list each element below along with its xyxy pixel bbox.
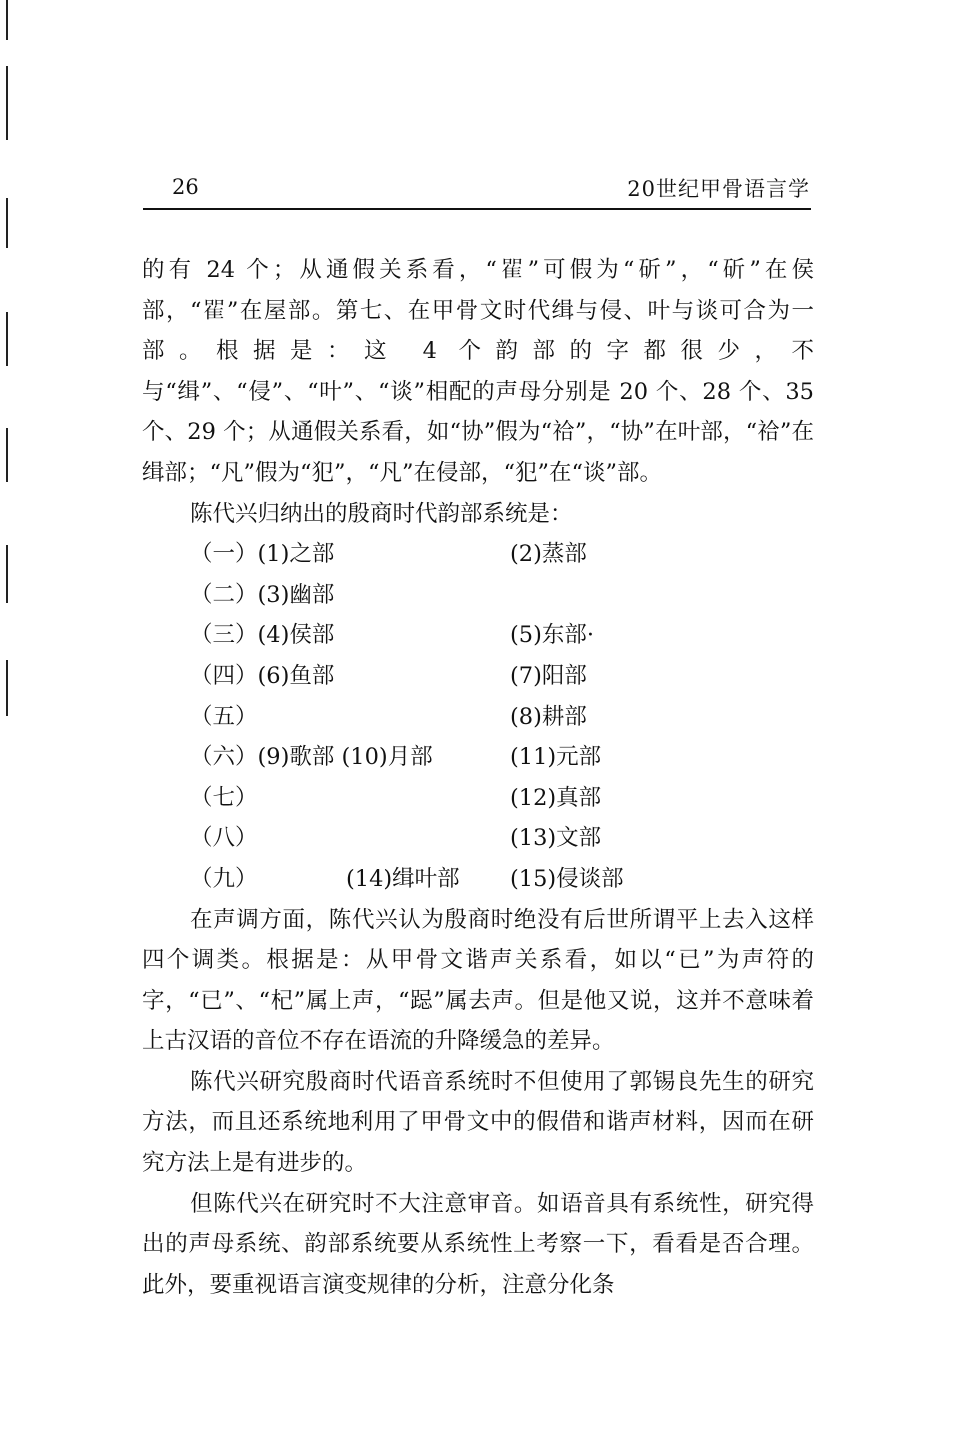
- table-row: [142, 697, 814, 738]
- rhyme-entry: (15)侵谈部: [510, 865, 624, 892]
- rhyme-group: （三）(4)侯部: [190, 622, 335, 649]
- rhyme-group: （四）(6)鱼部: [190, 662, 335, 689]
- rhyme-group: （九）: [190, 865, 258, 892]
- scan-margin-line: [6, 660, 8, 716]
- scan-margin-line: [6, 545, 8, 603]
- scan-margin-line: [6, 66, 8, 140]
- rhyme-entry: (7)阳部: [510, 662, 587, 689]
- paragraph: 的有 24 个；从通假关系看，“𨾴”可假为“斫”，“斫”在侯部，“𨾴”在屋部。第七、在甲骨文时代缉与侵、叶与谈可合为一部。根据是：这 4 个韵部的字都很少，不与“缉”、“侵”、“叶”、“谈”相配的声母分别是 20 个、28 个、35 个、29 个；从通假关系看，如“协”假为“祫”，“协”在叶部，“祫”在缉部；“凡”假为“犯”，“凡”在侵部，“犯”在“谈”部。: [142, 257, 814, 486]
- paragraph: 在声调方面，陈代兴认为殷商时绝没有后世所谓平上去入这样四个调类。根据是：从甲骨文谐声关系看，如以“已”为声符的字，“已”、“杞”属上声，“跽”属去声。但是他又说，这并不意味着上古汉语的音位不存在语流的升降缓急的差异。: [142, 906, 814, 1055]
- running-title: 20世纪甲骨语言学: [627, 177, 810, 201]
- rhyme-entry: (8)耕部: [510, 703, 587, 730]
- table-row: [142, 737, 814, 778]
- rhyme-entry: (11)元部: [510, 744, 602, 771]
- table-row: [142, 615, 814, 656]
- table-row: [142, 534, 814, 575]
- rhyme-group: （一）(1)之部: [190, 541, 335, 568]
- table-row: [142, 575, 814, 616]
- table-row: [142, 818, 814, 859]
- header-rule: [143, 208, 811, 210]
- paragraph: 陈代兴研究殷商时代语音系统时不但使用了郭锡良先生的研究方法，而且还系统地利用了甲骨文中的假借和谐声材料，因而在研究方法上是有进步的。: [142, 1068, 814, 1177]
- rhyme-group: （五）: [190, 703, 258, 730]
- rhyme-entry: (2)蒸部: [510, 541, 587, 568]
- rhyme-system-table: [142, 534, 814, 899]
- rhyme-group: （八）: [190, 825, 258, 852]
- rhyme-entry: (5)东部·: [510, 622, 595, 649]
- rhyme-entry: (14)缉叶部: [346, 865, 460, 892]
- body-text: [142, 250, 814, 1305]
- rhyme-entry: (13)文部: [510, 825, 602, 852]
- table-row: [142, 859, 814, 900]
- paragraph: 陈代兴归纳出的殷商时代韵部系统是：: [190, 500, 573, 527]
- scan-margin-line: [6, 312, 8, 366]
- rhyme-group: （二）(3)幽部: [190, 581, 335, 608]
- rhyme-group: （七）: [190, 784, 258, 811]
- page-number: 26: [172, 175, 199, 199]
- table-row: [142, 656, 814, 697]
- rhyme-group: （六）(9)歌部 (10)月部: [190, 744, 433, 771]
- scan-margin-line: [6, 428, 8, 482]
- rhyme-entry: (12)真部: [510, 784, 602, 811]
- paragraph: 但陈代兴在研究时不大注意审音。如语音具有系统性，研究得出的声母系统、韵部系统要从系统性上考察一下，看看是否合理。此外，要重视语言演变规律的分析，注意分化条: [142, 1190, 814, 1298]
- scan-margin-line: [6, 0, 8, 40]
- scan-margin-line: [6, 198, 8, 248]
- table-row: [142, 778, 814, 819]
